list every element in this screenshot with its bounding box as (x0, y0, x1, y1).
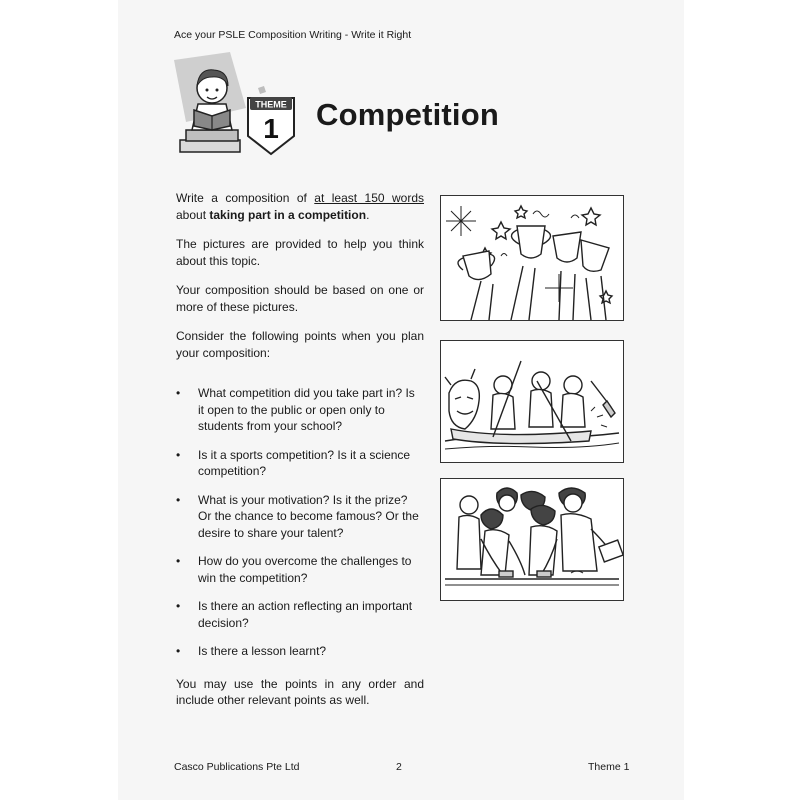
list-item-text: What is your motivation? Is it the prize? Or the chance to become famous? Or the desire to share your talent? (198, 492, 419, 540)
list-item (176, 643, 424, 660)
bullet-icon: • (176, 599, 181, 613)
bullet-icon: • (176, 386, 181, 400)
bullet-icon: • (176, 447, 181, 462)
theme-badge (172, 50, 312, 160)
list-item (176, 492, 424, 542)
group-project-illustration-icon (441, 479, 623, 600)
bullet-icon: • (176, 644, 181, 658)
list-item-text: Is there a lesson learnt? (198, 644, 327, 658)
theme-label: THEME (255, 99, 287, 110)
topic-bold: taking part in a competition (209, 207, 367, 222)
intro-suffix: about (176, 207, 207, 222)
word-count-requirement: at least 150 words (314, 191, 425, 205)
theme-number: 1 (263, 113, 279, 144)
footer-publisher: Casco Publications Pte Ltd (174, 761, 300, 773)
bullet-icon: • (176, 554, 181, 568)
picture-group-project (440, 478, 624, 601)
closing-paragraph: You may use the points in any order and include other relevant points as well. (176, 676, 424, 707)
intro-paragraph (176, 190, 424, 223)
dragon-boat-illustration-icon (441, 341, 623, 462)
list-item-text: What competition did you take part in? Is it open to the public or open only to students from your school? (198, 386, 415, 433)
list-item (176, 385, 424, 435)
list-item (176, 447, 424, 480)
bullet-icon: • (176, 492, 181, 507)
list-item-text: Is it a sports competition? Is it a science competition? (198, 447, 411, 478)
instructions-column (176, 190, 424, 722)
intro-prefix: Write a composition of (176, 191, 315, 205)
footer-section: Theme 1 (588, 761, 630, 773)
list-item-text: Is there an action reflecting an important decision? (198, 599, 413, 630)
intro-end: . (366, 207, 370, 222)
list-item (176, 598, 424, 631)
footer-page-number: 2 (396, 761, 402, 773)
consider-paragraph: Consider the following points when you plan your composition: (176, 329, 424, 360)
list-item (176, 553, 424, 586)
page-title: Competition (316, 97, 500, 132)
points-list (176, 385, 424, 660)
list-item-text: How do you overcome the challenges to win the competition? (198, 554, 412, 585)
pictures-paragraph: The pictures are provided to help you think about this topic. (176, 237, 424, 268)
picture-trophies (440, 195, 624, 321)
running-header: Ace your PSLE Composition Writing - Write it Right (174, 29, 412, 41)
picture-dragon-boat (440, 340, 624, 463)
trophies-illustration-icon (441, 196, 623, 320)
based-paragraph: Your composition should be based on one or more of these pictures. (176, 283, 424, 314)
